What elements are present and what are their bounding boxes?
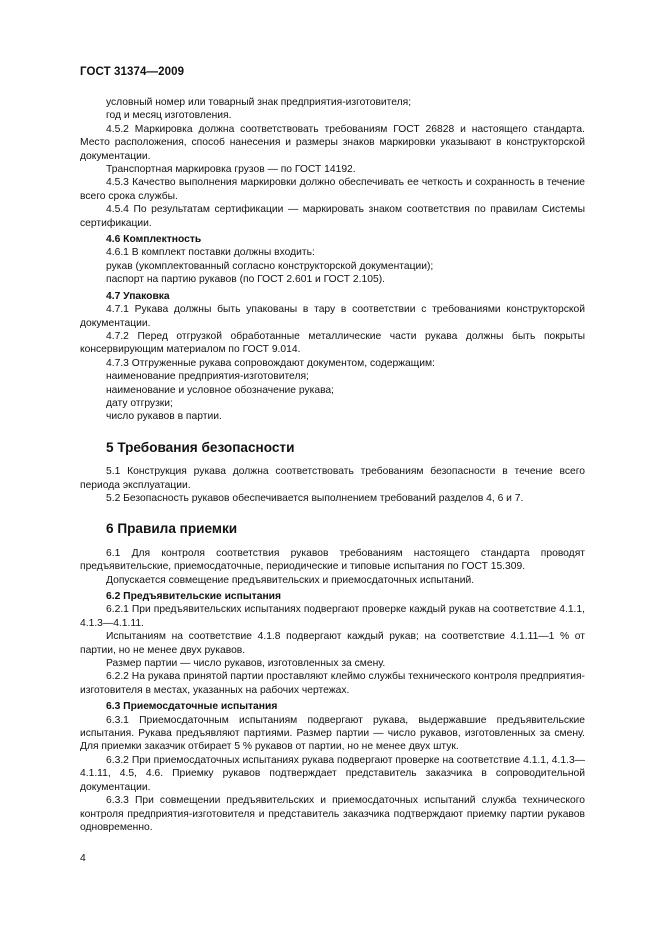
paragraph: 4.7.3 Отгруженные рукава сопровождают документом, содержащим: bbox=[106, 357, 435, 369]
paragraph: 6.2.1 При предъявительских испытаниях подвергают проверке каждый рукав на соответствие 4.1.1, 4.1.3—4.1.11. bbox=[80, 604, 585, 629]
paragraph: наименование предприятия-изготовителя; bbox=[106, 371, 309, 383]
subsection-heading: 6.2 Предъявительские испытания bbox=[106, 591, 282, 602]
section-heading: 5 Требования безопасности bbox=[106, 439, 295, 455]
paragraph: 5.1 Конструкция рукава должна соответствовать требованиям безопасности в течение всего периода эксплуатации. bbox=[80, 466, 585, 491]
subsection-heading: 6.3 Приемосдаточные испытания bbox=[106, 701, 278, 713]
paragraph: Допускается совмещение предъявительских и приемосдаточных испытаний. bbox=[106, 574, 475, 586]
paragraph: 6.2.2 На рукава принятой партии проставляют клеймо службы технического контроля предприятия-изготовителя в местах, указанных на рабочих чертежах. bbox=[80, 671, 585, 696]
paragraph: число рукавов в партии. bbox=[106, 411, 222, 423]
paragraph: Испытаниям на соответствие 4.1.8 подвергают каждый рукав; на соответствие 4.1.11—1 % от партии, но не менее двух рукавов. bbox=[80, 631, 585, 656]
subsection-heading: 4.7 Упаковка bbox=[106, 290, 170, 302]
paragraph: 6.3.1 Приемосдаточным испытаниям подвергают рукава, выдержавшие предъявительские испытания. Рукава предъявляют партиями. Размер партии — число рукавов, изготовленных за смену. Для приемки заказчик отбирает 5 % рукавов от партии, но не менее двух штук. bbox=[80, 714, 585, 753]
paragraph: 6.1 Для контроля соответствия рукавов требованиям настоящего стандарта проводят предъявительские, приемосдаточные, периодические и типовые испытания по ГОСТ 15.309. bbox=[80, 547, 585, 573]
paragraph: паспорт на партию рукавов (по ГОСТ 2.601 и ГОСТ 2.105). bbox=[106, 274, 385, 286]
paragraph: Транспортная маркировка грузов — по ГОСТ 14192. bbox=[106, 164, 356, 176]
paragraph: год и месяц изготовления. bbox=[106, 110, 232, 122]
document-body bbox=[80, 96, 585, 834]
paragraph: наименование и условное обозначение рукава; bbox=[106, 384, 335, 396]
paragraph: Размер партии — число рукавов, изготовленных за смену. bbox=[106, 658, 386, 670]
paragraph: 6.3.3 При совмещении предъявительских и приемосдаточных испытаний служба технического контроля предприятия-изготовителя и представитель заказчика подтверждают приемку партии рукавов одновременно. bbox=[80, 795, 585, 833]
paragraph: 5.2 Безопасность рукавов обеспечивается выполнением требований разделов 4, 6 и 7. bbox=[106, 492, 524, 504]
paragraph: 4.5.3 Качество выполнения маркировки должно обеспечивать ее четкость и сохранность в течение всего срока службы. bbox=[80, 177, 585, 202]
document-header: ГОСТ 31374—2009 bbox=[80, 66, 185, 78]
section-heading: 6 Правила приемки bbox=[106, 521, 238, 537]
page-number: 4 bbox=[80, 853, 86, 864]
paragraph: 6.3.2 При приемосдаточных испытаниях рукава подвергают проверке на соответствие 4.1.1, 4.1.3—4.1.11, 4.5, 4.6. Приемку рукавов подтверждает представитель заказчика в сопроводительной документации. bbox=[80, 754, 585, 793]
paragraph: 4.6.1 В комплект поставки должны входить: bbox=[106, 247, 315, 259]
paragraph: 4.5.4 По результатам сертификации — маркировать знаком соответствия по правилам Системы сертификации. bbox=[80, 204, 585, 229]
paragraph: 4.7.2 Перед отгрузкой обработанные металлические части рукава должны быть покрыты консервирующим материалом по ГОСТ 9.014. bbox=[80, 330, 585, 356]
paragraph: дату отгрузки; bbox=[106, 397, 173, 409]
paragraph: рукав (укомплектованный согласно конструкторской документации); bbox=[106, 260, 434, 272]
paragraph: 4.5.2 Маркировка должна соответствовать требованиям ГОСТ 26828 и настоящего стандарта. Место расположения, способ нанесения и размеры знаков маркировки указывают в конструкторской документации. bbox=[80, 123, 585, 162]
subsection-heading: 4.6 Комплектность bbox=[106, 234, 202, 246]
paragraph: 4.7.1 Рукава должны быть упакованы в тару в соответствии с требованиями конструкторской документации. bbox=[80, 304, 585, 329]
paragraph: условный номер или товарный знак предприятия-изготовителя; bbox=[106, 97, 412, 108]
